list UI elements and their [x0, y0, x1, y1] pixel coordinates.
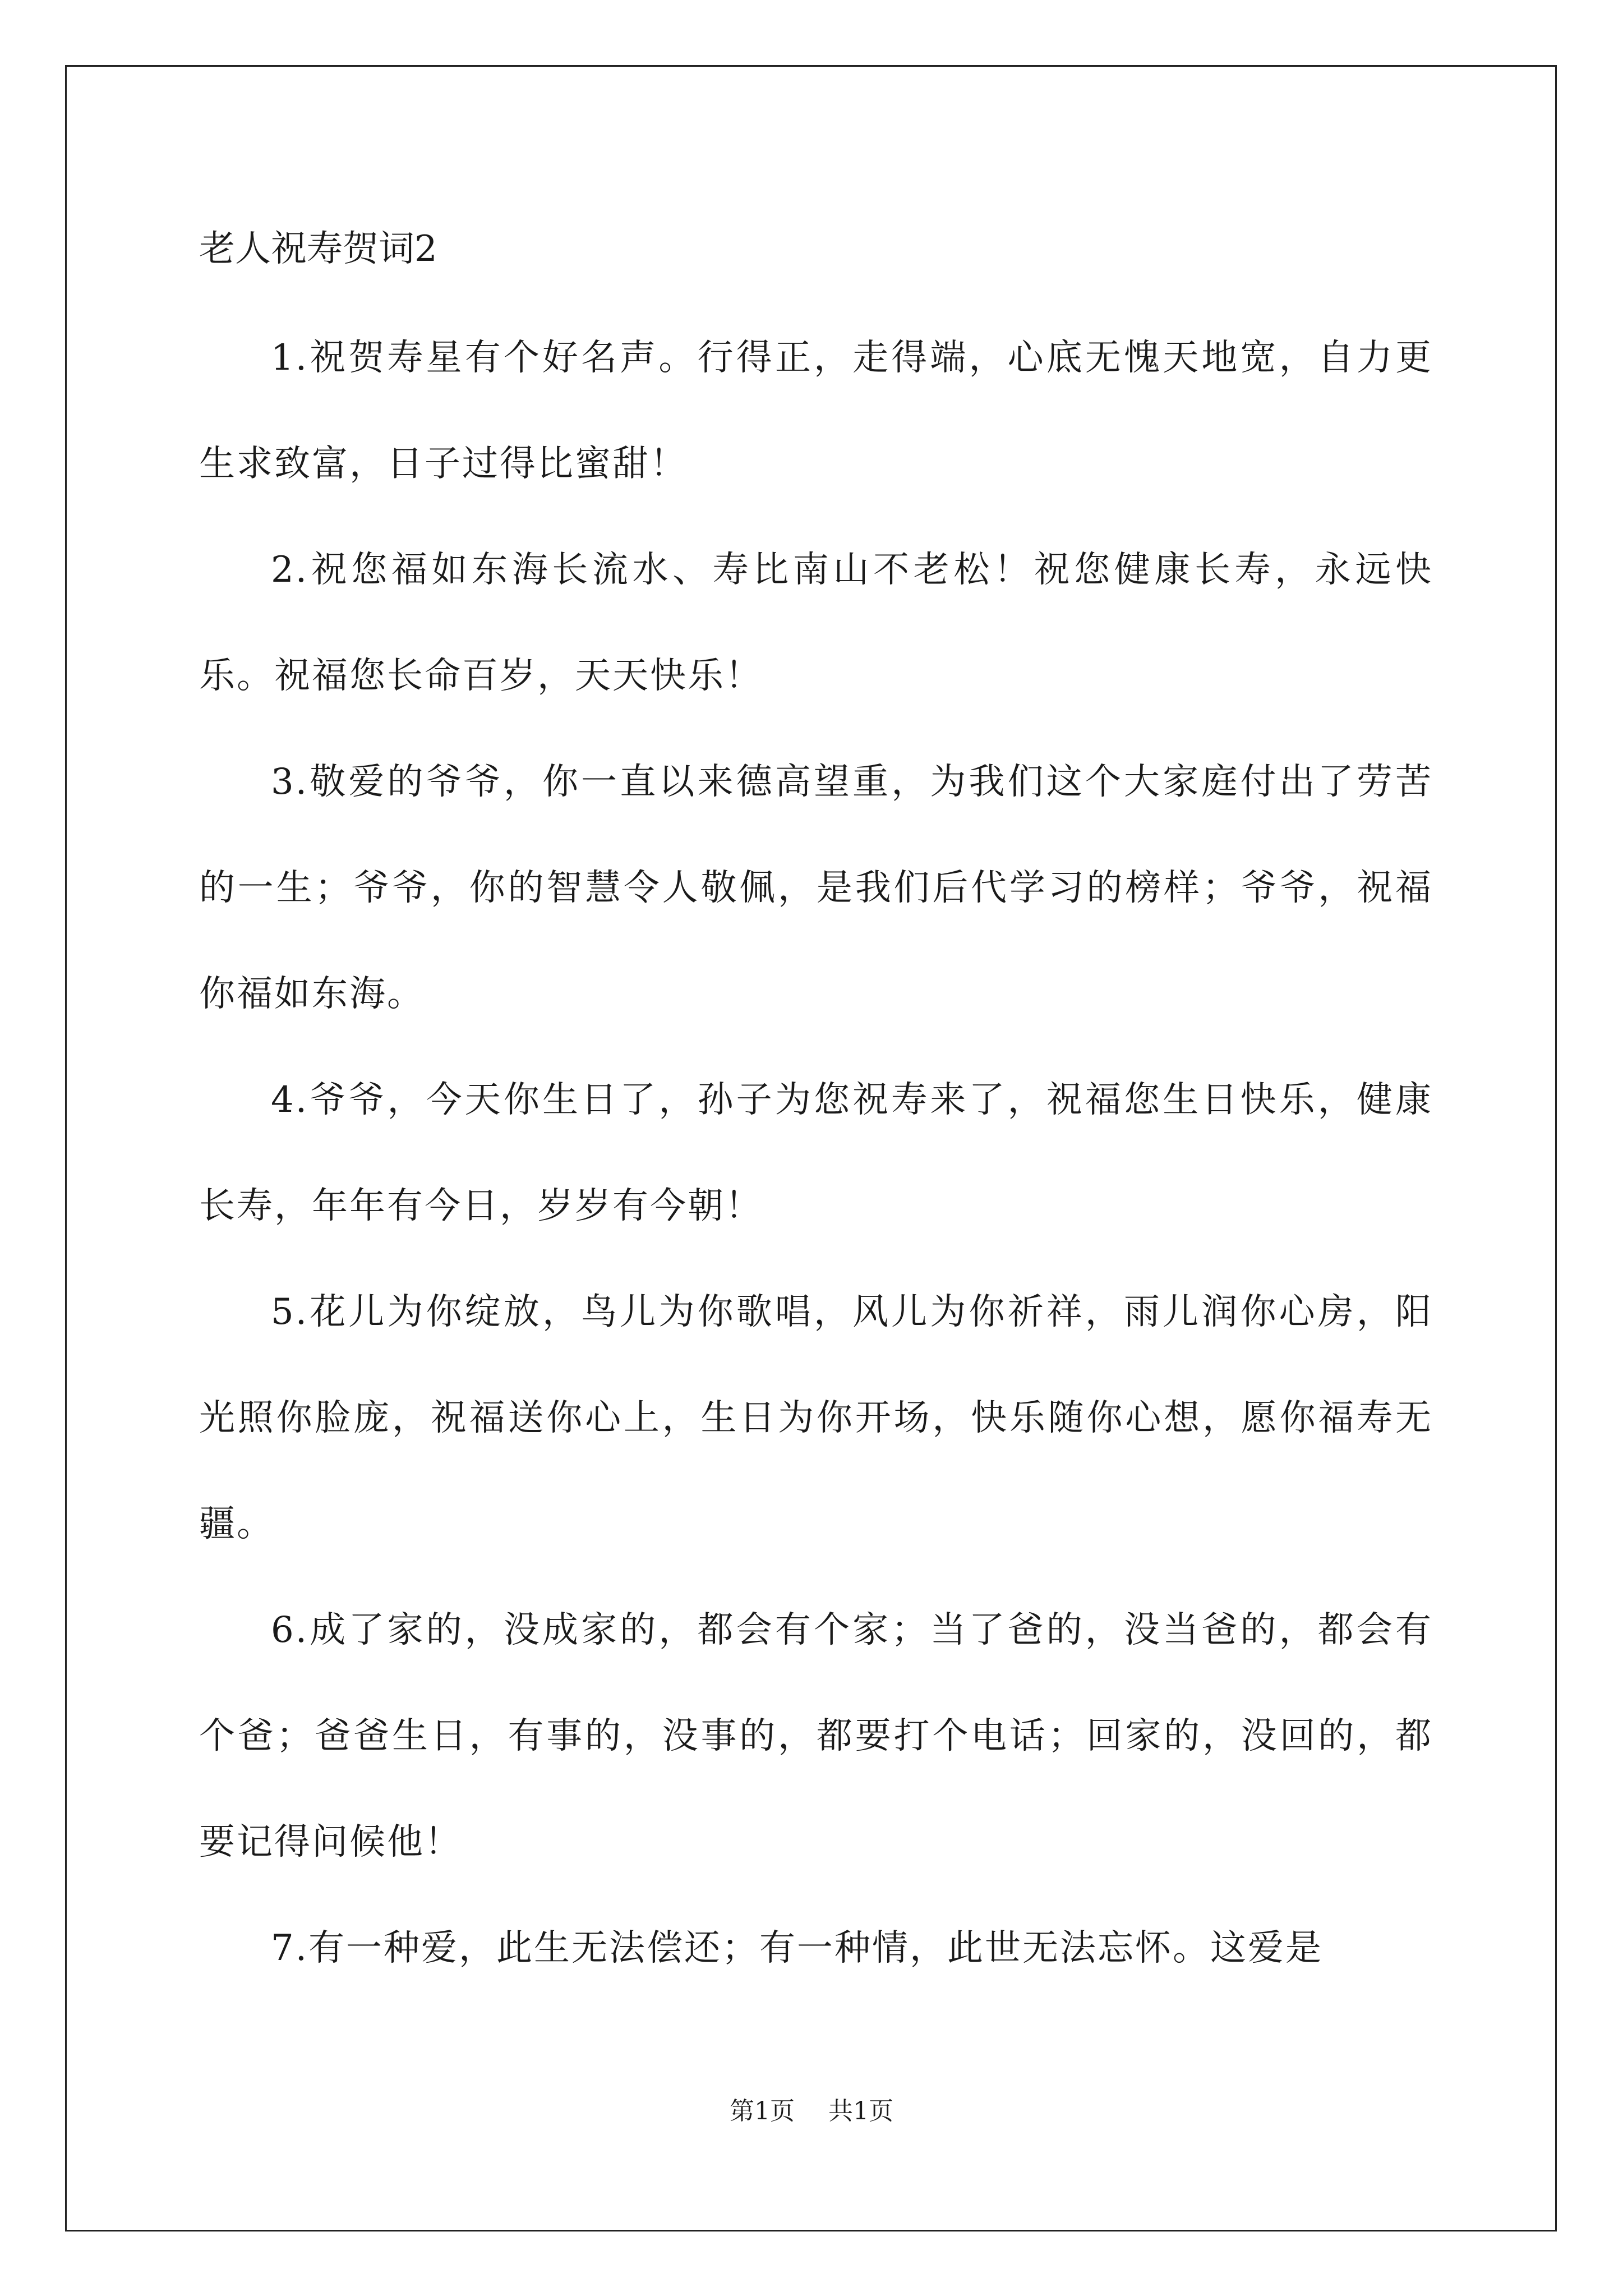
- blessing-item-3: 3.敬爱的爷爷，你一直以来德高望重，为我们这个大家庭付出了劳苦的一生；爷爷，你的智慧令人敬佩，是我们后代学习的榜样；爷爷，祝福你福如东海。: [199, 761, 1433, 1015]
- blessing-item-2: 2.祝您福如东海长流水、寿比南山不老松！祝您健康长寿，永远快乐。祝福您长命百岁，天天快乐！: [199, 549, 1433, 697]
- document-title: 老人祝寿贺词2: [199, 228, 437, 270]
- page-footer: [0, 2095, 1623, 2128]
- page-number-current: 第1页: [730, 2097, 795, 2125]
- blessing-item-6: 6.成了家的，没成家的，都会有个家；当了爸的，没当爸的，都会有个爸；爸爸生日，有事的，没事的，都要打个电话；回家的，没回的，都要记得问候他！: [199, 1609, 1433, 1863]
- blessing-item-7: 7.有一种爱，此生无法偿还；有一种情，此世无法忘怀。这爱是: [271, 1927, 1324, 1969]
- blessing-item-4: 4.爷爷，今天你生日了，孙子为您祝寿来了，祝福您生日快乐，健康长寿，年年有今日，岁岁有今朝！: [199, 1079, 1433, 1227]
- page-number-total: 共1页: [828, 2097, 893, 2125]
- blessing-item-5: 5.花儿为你绽放，鸟儿为你歌唱，风儿为你祈祥，雨儿润你心房，阳光照你脸庞，祝福送你心上，生日为你开场，快乐随你心想，愿你福寿无疆。: [199, 1291, 1433, 1545]
- blessing-item-1: 1.祝贺寿星有个好名声。行得正，走得端，心底无愧天地宽，自力更生求致富，日子过得比蜜甜！: [199, 337, 1433, 485]
